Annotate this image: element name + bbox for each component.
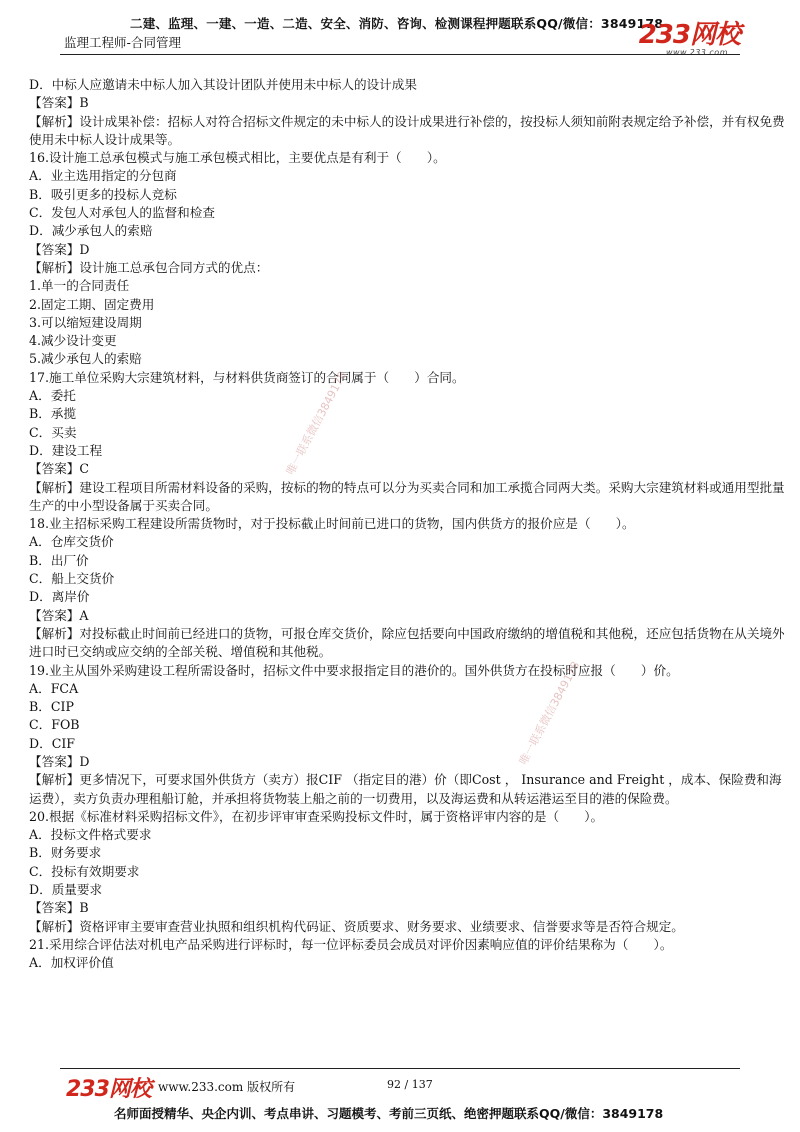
footer-ad: 名师面授精华、央企内训、考点串讲、习题模考、考前三页纸、绝密押题联系QQ/微信：3849178 <box>114 1106 664 1121</box>
option-line: B．吸引更多的投标人竞标 <box>29 186 177 202</box>
brand-logo-url: www.233.com <box>665 48 728 57</box>
watermark-text: 唯一联系微信3849178 <box>516 659 583 768</box>
question-21: 21.采用综合评估法对机电产品采购进行评标时，每一位评标委员会成员对评价因素响应值的评价结果称为（ ）。 <box>29 936 673 952</box>
option-line: A．FCA <box>29 680 79 696</box>
option-line: B．承揽 <box>29 406 77 422</box>
analysis-paragraph: 【解析】对投标截止时间前已经进口的货物，可报仓库交货价，除应包括要向中国政府缴纳的增值税和其他税，还应包括货物在从关境外进口时已交纳或应交纳的全部关税、增值税和其他税。 <box>29 625 785 660</box>
analysis-paragraph: 【解析】设计成果补偿：招标人对符合招标文件规定的未中标人的设计成果进行补偿的，按投标人须知前附表规定给予补偿，并有权免费使用未中标人设计成果等。 <box>29 113 785 147</box>
list-item: 2.固定工期、固定费用 <box>29 296 155 312</box>
list-item: 5.减少承包人的索赔 <box>29 351 142 367</box>
analysis-paragraph: 【解析】设计施工总承包合同方式的优点： <box>29 259 269 275</box>
option-line: A．委托 <box>29 388 76 404</box>
document-body <box>16 76 786 973</box>
answer-line: 【答案】B <box>29 95 89 111</box>
option-line: C．FOB <box>29 717 80 733</box>
brand-logo: 233网校 <box>638 20 740 50</box>
answer-line: 【答案】C <box>29 461 90 477</box>
page-number: 92 / 137 <box>387 1078 433 1091</box>
list-item: 3.可以缩短建设周期 <box>29 314 142 330</box>
option-line: A．仓库交货价 <box>29 534 114 550</box>
list-item: 1.单一的合同责任 <box>29 278 130 294</box>
option-line: B．出厂价 <box>29 552 89 568</box>
footer-logo: 233网校 <box>66 1077 151 1102</box>
analysis-paragraph: 【解析】建设工程项目所需材料设备的采购，按标的物的特点可以分为买卖合同和加工承揽合同两大类。采购大宗建筑材料或通用型批量生产的中小型设备属于买卖合同。 <box>29 479 785 513</box>
option-line: A．加权评价值 <box>29 955 114 971</box>
text-line: D．中标人应邀请未中标人加入其设计团队并使用未中标人的设计成果 <box>29 77 417 92</box>
footer-copyright: www.233.com 版权所有 <box>158 1080 296 1094</box>
option-line: B．CIP <box>29 699 74 715</box>
option-line: D．质量要求 <box>29 882 103 898</box>
option-line: D．离岸价 <box>29 589 90 605</box>
question-20: 20.根据《标准材料采购招标文件》，在初步评审审查采购投标文件时，属于资格评审内容的是（ ）。 <box>29 808 604 824</box>
header-subject: 监理工程师-合同管理 <box>64 35 182 50</box>
option-line: C．船上交货价 <box>29 571 115 587</box>
option-line: C．买卖 <box>29 424 77 440</box>
analysis-paragraph: 【解析】资格评审主要审查营业执照和组织机构代码证、资质要求、财务要求、业绩要求、信誉要求等是否符合规定。 <box>29 918 684 934</box>
header-rule <box>60 54 740 55</box>
list-item: 4.减少设计变更 <box>29 333 117 349</box>
question-16: 16.设计施工总承包模式与施工承包模式相比，主要优点是有利于（ ）。 <box>29 150 446 166</box>
answer-line: 【答案】B <box>29 900 89 916</box>
question-19: 19.业主从国外采购建设工程所需设备时，招标文件中要求报指定目的港价的。国外供货方在投标时应报（ ）价。 <box>29 662 679 678</box>
footer-rule <box>60 1068 740 1069</box>
question-18: 18.业主招标采购工程建设所需货物时，对于投标截止时间前已进口的货物，国内供货方的报价应是（ ）。 <box>29 516 635 532</box>
header-promo: 二建、监理、一建、一造、二造、安全、消防、咨询、检测课程押题联系QQ/微信：3849178 <box>130 16 664 31</box>
watermark-text: 唯一联系微信3849178 <box>283 369 350 478</box>
option-line: A．投标文件格式要求 <box>29 827 152 843</box>
answer-line: 【答案】D <box>29 241 90 257</box>
analysis-paragraph: 【解析】更多情况下，可要求国外供货方（卖方）报CIF （指定目的港）价（即Cost ， Insurance and Freight ，成本、保险费和海运费），卖方负责办理租船订舱，并承担将货物装上船之前的一切费用，以及海运费和从转运港运至目的港的保险费。 <box>29 772 782 806</box>
option-line: D．CIF <box>29 735 76 751</box>
option-line: D．减少承包人的索赔 <box>29 223 153 239</box>
answer-line: 【答案】A <box>29 607 89 623</box>
option-line: D．建设工程 <box>29 442 103 458</box>
option-line: A．业主选用指定的分包商 <box>29 168 177 184</box>
option-line: B．财务要求 <box>29 845 102 861</box>
option-line: C．投标有效期要求 <box>29 863 140 879</box>
option-line: C．发包人对承包人的监督和检查 <box>29 205 215 221</box>
answer-line: 【答案】D <box>29 753 90 769</box>
question-17: 17.施工单位采购大宗建筑材料，与材料供货商签订的合同属于（ ）合同。 <box>29 369 465 385</box>
